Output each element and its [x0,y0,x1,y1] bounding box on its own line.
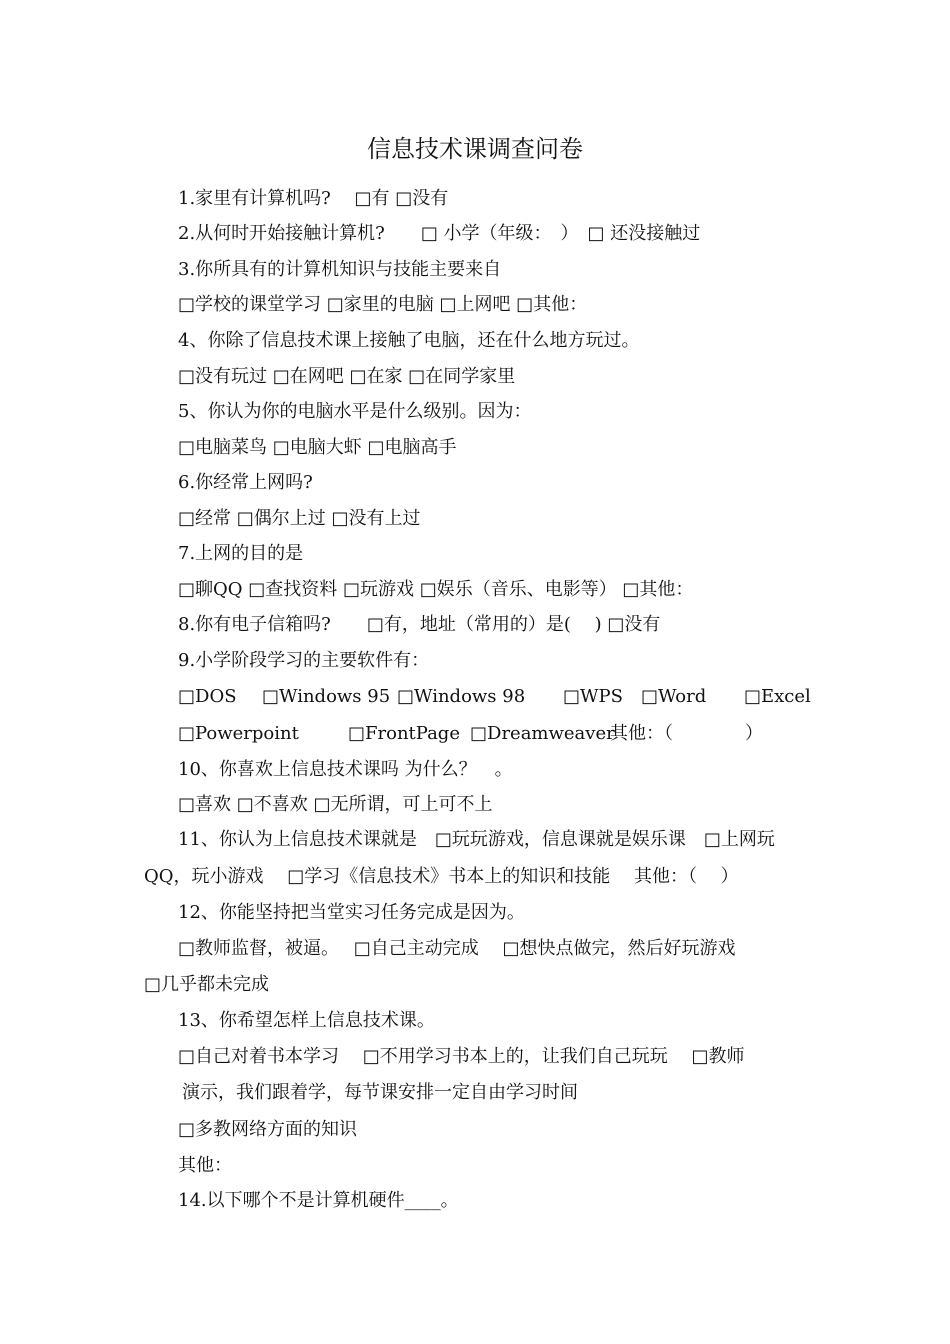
text-line: □学校的课堂学习 □家里的电脑 □上网吧 □其他： [178,294,588,315]
text-line: 8.你有电子信箱吗? □有，地址（常用的）是( ) □没有 [178,614,661,635]
text-line: 2.从何时开始接触计算机? □ 小学（年级： ） □ 还没接触过 [178,223,701,244]
option-windows-95: □Windows 95 [262,686,391,707]
text-line: QQ，玩小游戏 □学习《信息技术》书本上的知识和技能 其他：（ ） [144,866,739,887]
text-line: □没有玩过 □在网吧 □在家 □在同学家里 [178,366,516,387]
text-line: 4、你除了信息技术课上接触了电脑，还在什么地方玩过。 [178,330,640,351]
text-line: 7.上网的目的是 [178,543,304,564]
text-line: □教师监督，被逼。 □自己主动完成 □想快点做完，然后好玩游戏 [178,938,736,959]
text-line: 12、你能坚持把当堂实习任务完成是因为。 [178,902,525,923]
text-line: 10、你喜欢上信息技术课吗 为什么？ 。 [178,759,513,780]
text-line: 11、你认为上信息技术课就是 □玩玩游戏，信息课就是娱乐课 □上网玩 [178,829,775,850]
option-frontpage: □FrontPage [348,723,460,744]
text-line: □多教网络方面的知识 [178,1119,358,1140]
text-line: 5、你认为你的电脑水平是什么级别。因为： [178,401,532,422]
text-line: 13、你希望怎样上信息技术课。 [178,1010,435,1031]
option-windows-98: □Windows 98 [397,686,526,707]
option-word: □Word [641,686,707,707]
option-other: 其他：（ ） [610,723,763,744]
text-line: 1.家里有计算机吗? □有 □没有 [178,188,449,209]
text-line: 9.小学阶段学习的主要软件有： [178,650,430,671]
text-line: 3.你所具有的计算机知识与技能主要来自 [178,259,502,280]
text-line: 演示，我们跟着学，每节课安排一定自由学习时间 [182,1082,578,1103]
option-excel: □Excel [744,686,811,707]
text-line: 14.以下哪个不是计算机硬件____。 [178,1190,459,1211]
text-line: □聊QQ □查找资料 □玩游戏 □娱乐（音乐、电影等） □其他： [178,579,694,600]
text-line: □电脑菜鸟 □电脑大虾 □电脑高手 [178,437,457,458]
text-line: 其他： [178,1155,232,1176]
text-line: 6.你经常上网吗? [178,472,313,493]
option-wps: □WPS [563,686,623,707]
page-title: 信息技术课调查问卷 [367,135,583,163]
text-line: □几乎都未完成 [144,974,270,995]
text-line: □经常 □偶尔上过 □没有上过 [178,508,421,529]
option-powerpoint: □Powerpoint [178,723,299,744]
text-line: □自己对着书本学习 □不用学习书本上的，让我们自己玩玩 □教师 [178,1046,745,1067]
text-line: □喜欢 □不喜欢 □无所谓，可上可不上 [178,794,493,815]
option-dreamweaver: □Dreamweaver [470,723,615,744]
option-dos: □DOS [178,686,237,707]
